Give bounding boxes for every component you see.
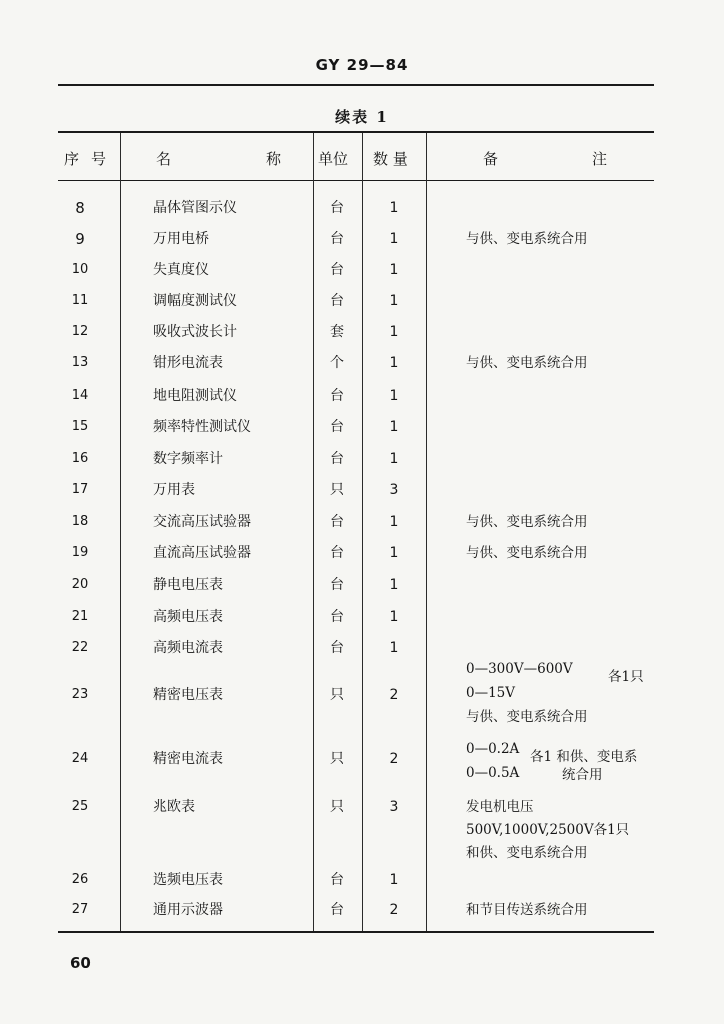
table-row [0,636,724,660]
unit: 台 [330,200,344,216]
unit: 台 [330,609,344,625]
remark-line: 0—0.5A [466,765,520,781]
unit: 台 [330,451,344,467]
row-number: 16 [71,451,89,466]
remark-line: 发电机电压 [466,799,534,815]
page-number: 60 [70,954,91,972]
quantity: 1 [389,451,399,467]
remark-line: 统合用 [562,767,603,783]
row-number: 9 [75,230,85,248]
quantity: 1 [389,231,399,247]
quantity: 1 [389,419,399,435]
quantity: 3 [389,482,399,498]
instrument-name: 兆欧表 [153,799,195,815]
row-number: 23 [71,687,89,702]
remark-line: 0—300V—600V [466,661,573,677]
quantity: 2 [389,687,399,703]
instrument-name: 精密电压表 [153,687,223,703]
unit: 台 [330,902,344,918]
row-number: 12 [71,324,89,339]
instrument-name: 万用表 [153,482,195,498]
unit: 个 [330,355,344,371]
quantity: 1 [389,514,399,530]
remark: 与供、变电系统合用 [466,514,588,530]
quantity: 1 [389,609,399,625]
instrument-name: 高频电压表 [153,609,223,625]
quantity: 1 [389,293,399,309]
unit: 台 [330,640,344,656]
header-bottom-border [58,180,654,181]
table-row [0,351,724,375]
quantity: 1 [389,388,399,404]
unit: 只 [330,751,344,767]
table-row [0,258,724,282]
table-row [0,510,724,534]
instrument-name: 晶体管图示仪 [153,200,237,216]
instrument-name: 调幅度测试仪 [153,293,237,309]
col-header-qty: 数 量 [373,150,408,168]
remark-line: 500V,1000V,2500V各1只 [466,822,630,838]
remark-line: 各1只 [608,669,644,685]
instrument-name: 地电阻测试仪 [153,388,237,404]
unit: 台 [330,419,344,435]
remark-line: 与供、变电系统合用 [466,709,588,725]
table-row [0,196,724,220]
remark-line: 和供、变电系统合用 [466,845,588,861]
remark: 和节目传送系统合用 [466,902,588,918]
row-number: 17 [71,482,89,497]
table-row [0,384,724,408]
quantity: 1 [389,640,399,656]
row-number: 21 [71,609,89,624]
row-number: 25 [71,799,89,814]
table-title: 续表 1 [335,108,389,126]
instrument-name: 静电电压表 [153,577,223,593]
table-row [0,605,724,629]
unit: 台 [330,293,344,309]
table-row [0,289,724,313]
instrument-name: 吸收式波长计 [153,324,237,340]
remark: 与供、变电系统合用 [466,355,588,371]
top-rule [58,84,654,86]
unit: 台 [330,262,344,278]
table-bottom-border [58,931,654,933]
instrument-name: 通用示波器 [153,902,223,918]
instrument-name: 精密电流表 [153,751,223,767]
table-row [0,478,724,502]
unit: 台 [330,514,344,530]
document-code: GY 29—84 [315,56,409,74]
quantity: 1 [389,200,399,216]
col-header-no-a: 序 [64,150,80,168]
row-number: 13 [71,355,89,370]
col-header-no-b: 号 [91,150,107,168]
row-number: 11 [71,293,89,308]
row-number: 22 [71,640,89,655]
col-header-note-a: 备 [483,150,499,168]
row-number: 20 [71,577,89,592]
row-number: 26 [71,872,89,887]
quantity: 1 [389,872,399,888]
row-number: 14 [71,388,89,403]
instrument-name: 高频电流表 [153,640,223,656]
quantity: 1 [389,355,399,371]
row-number: 24 [71,751,89,766]
unit: 台 [330,577,344,593]
row-number: 8 [75,199,85,217]
table-row [0,898,724,922]
col-header-name-a: 名 [156,150,172,168]
col-header-name-b: 称 [266,150,282,168]
table-row [0,541,724,565]
instrument-name: 频率特性测试仪 [153,419,251,435]
row-number: 15 [71,419,89,434]
col-header-note-b: 注 [592,150,608,168]
quantity: 1 [389,324,399,340]
row-number: 18 [71,514,89,529]
instrument-name: 数字频率计 [153,451,223,467]
unit: 台 [330,872,344,888]
table-top-border [58,131,654,133]
quantity: 2 [389,902,399,918]
row-number: 27 [71,902,89,917]
table-row [0,795,724,819]
instrument-name: 钳形电流表 [153,355,223,371]
unit: 只 [330,799,344,815]
instrument-name: 失真度仪 [153,262,209,278]
quantity: 1 [389,545,399,561]
table-row [0,320,724,344]
table-row [0,573,724,597]
unit: 只 [330,482,344,498]
unit: 台 [330,545,344,561]
table-row [0,227,724,251]
remark-line: 各1 和供、变电系 [530,749,638,765]
quantity: 3 [389,799,399,815]
instrument-name: 交流高压试验器 [153,514,251,530]
table-row [0,415,724,439]
col-header-unit: 单位 [318,150,349,168]
table-row [0,447,724,471]
table-row [0,868,724,892]
unit: 台 [330,388,344,404]
remark: 与供、变电系统合用 [466,545,588,561]
instrument-name: 选频电压表 [153,872,223,888]
instrument-name: 万用电桥 [153,231,209,247]
quantity: 1 [389,577,399,593]
row-number: 19 [71,545,89,560]
unit: 只 [330,687,344,703]
quantity: 1 [389,262,399,278]
remark: 与供、变电系统合用 [466,231,588,247]
instrument-name: 直流高压试验器 [153,545,251,561]
remark-line: 0—15V [466,685,516,701]
quantity: 2 [389,751,399,767]
row-number: 10 [71,262,89,277]
unit: 台 [330,231,344,247]
unit: 套 [330,324,344,340]
remark-line: 0—0.2A [466,741,520,757]
